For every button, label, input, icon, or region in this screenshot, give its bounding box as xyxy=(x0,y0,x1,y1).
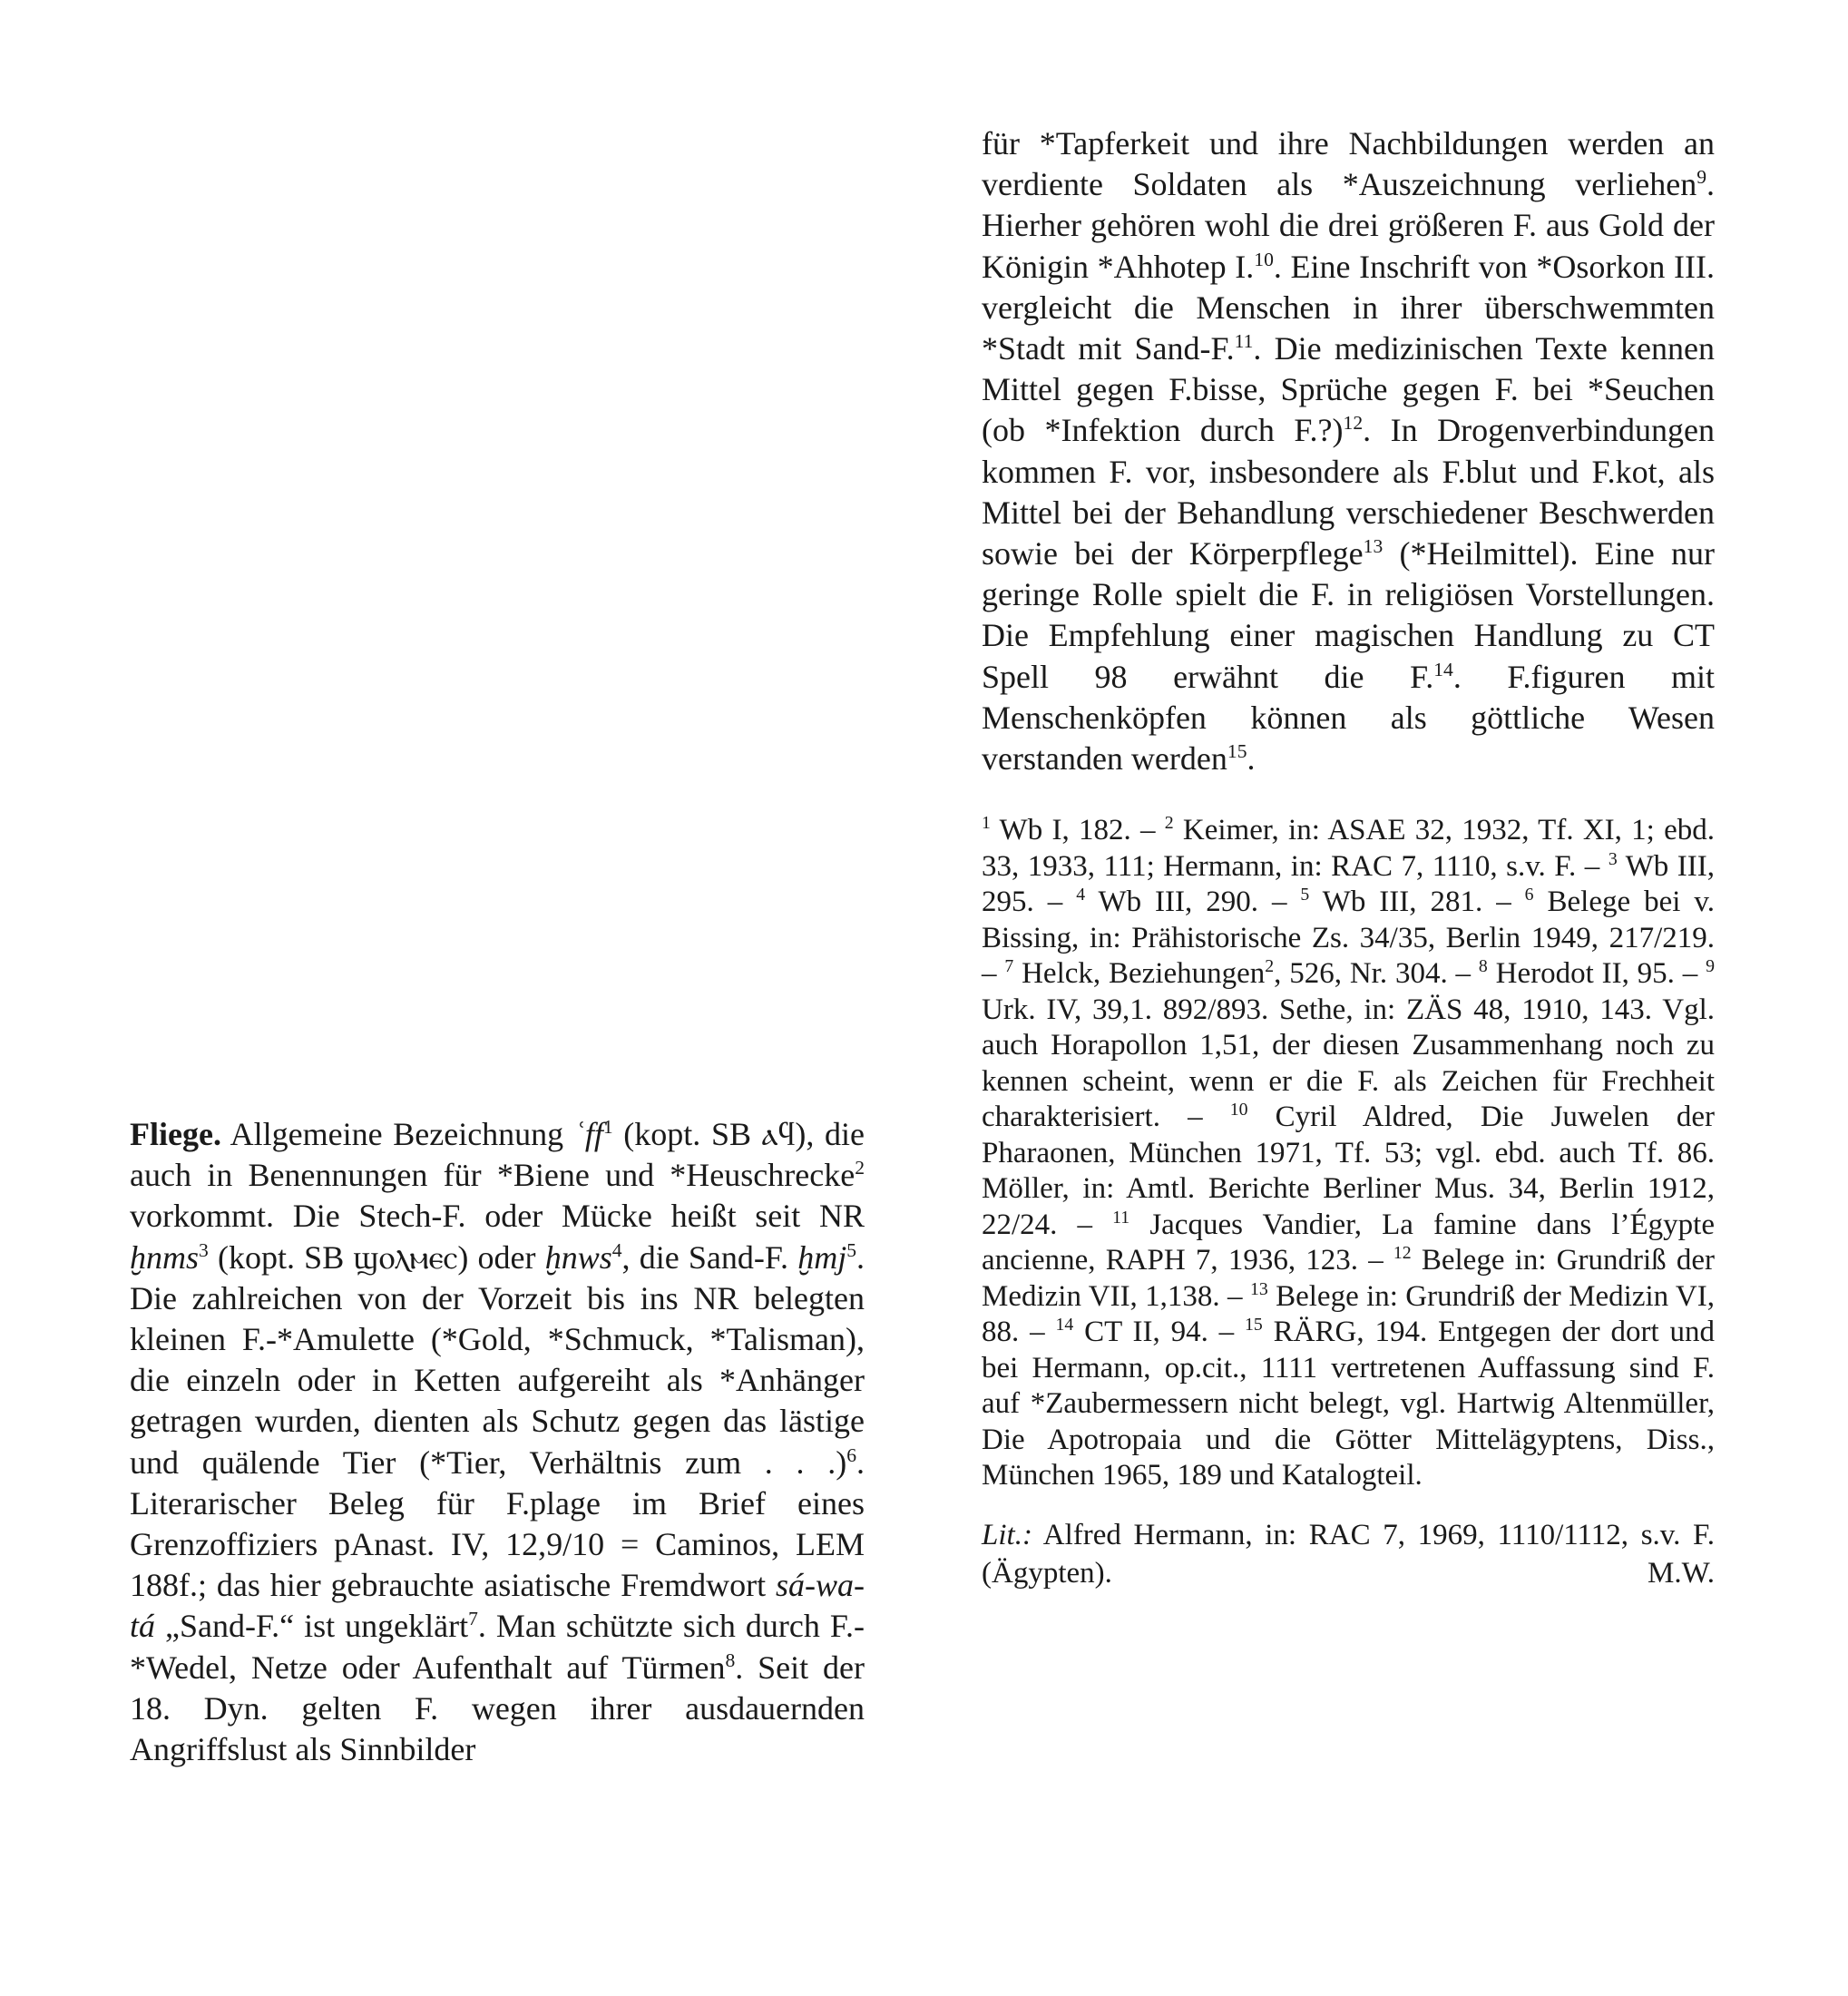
literature-label: Lit.: xyxy=(982,1518,1032,1551)
footnotes: $^1$ Wb I, 182. – $^2$ Keimer, in: ASAE 32, 1932, Tf. XI, 1; ebd. 33, 1933, 111; Hermann, in: RAC 7, 1110, s.v. F. – $^3$ Wb III, 295. – $^4$ Wb III, 290. – $^5$ Wb III, 281. – $^6$ Belege bei v. Bissing, in: Prähistorische Zs. 34/35, Berlin 1949, 217/219. – $^7$ Helck, Beziehungen$^2$, 526, Nr. 304. – $^8$ Herodot II, 95. – $^9$ Urk. IV, 39,1. 892/893. Sethe, in: ZÄS 48, 1910, 143. Vgl. auch Horapollon 1,51, der diesen Zusammenhang noch zu kennen scheint, wenn er die F. als Zeichen für Frechheit charakterisiert. – $^{10}$ Cyril Aldred, Die Juwelen der Pharaonen, München 1971, Tf. 53; vgl. ebd. auch Tf. 86. Möller, in: Amtl. Berichte Berliner Mus. 34, Berlin 1912, 22/24. – $^{11}$ Jacques Vandier, La famine dans l’Égypte ancienne, RAPH 7, 1936, 123. – $^{12}$ Belege in: Grundriß der Medizin VII, 1,138. – $^{13}$ Belege in: Grundriß der Medizin VI, 88. – $^{14}$ CT II, 94. – $^{15}$ RÄRG, 194. Entgegen der dort und bei Hermann, op.cit., 1111 vertretenen Auffassung sind F. auf *Zaubermessern nicht belegt, vgl. Hartwig Altenmüller, Die Apotropaia und die Götter Mittelägyptens, Diss., München 1965, 189 und Katalogteil. xyxy=(982,813,1716,1492)
literature-text: Alfred Hermann, in: RAC 7, 1969, 1110/1112, s.v. F. (Ägypten). xyxy=(982,1518,1716,1590)
entry-lemma: Fliege. xyxy=(130,1116,221,1152)
right-column xyxy=(982,123,1715,1592)
entry-text-left xyxy=(130,1114,865,1770)
literature xyxy=(982,1516,1715,1592)
author-initials: M.W. xyxy=(1648,1556,1715,1590)
left-column xyxy=(130,1114,865,1770)
entry-body-left: Allgemeine Bezeichnung ʿff$^1$ (kopt. SB ⲁϥ), die auch in Benennungen für *Biene und *Heuschrecke$^2$ vorkommt. Die Stech-F. oder Mücke heißt seit NR ḫnms$^3$ (kopt. SB ϣⲟⲗⲙⲉⲥ) oder ḫnws$^4$, die Sand-F. ḫmj$^5$. Die zahlreichen von der Vorzeit bis ins NR belegten kleinen F.-*Amulette (*Gold, *Schmuck, *Talisman), die einzeln oder in Ketten aufgereiht als *Anhänger getragen wurden, dienten als Schutz gegen das lästige und quälende Tier (*Tier, Verhältnis zum . . .)$^6$. Literarischer Beleg für F.plage im Brief eines Grenzoffiziers pAnast. IV, 12,9/10 = Caminos, LEM 188f.; das hier gebrauchte asiatische Fremdwort sá-wa-tá „Sand-F.“ ist ungeklärt$^7$. Man schützte sich durch F.-*Wedel, Netze oder Aufenthalt auf Türmen$^8$. Seit der 18. Dyn. gelten F. wegen ihrer ausdauernden Angriffslust als Sinnbilder xyxy=(130,1116,865,1768)
entry-text-right: für *Tapferkeit und ihre Nachbildungen werden an verdiente Soldaten als *Auszeichnung verliehen$^9$. Hierher gehören wohl die drei größeren F. aus Gold der Königin *Ahhotep I.$^{10}$. Eine Inschrift von *Osorkon III. vergleicht die Menschen in ihrer überschwemmten *Stadt mit Sand-F.$^{11}$. Die medizinischen Texte kennen Mittel gegen F.bisse, Sprüche gegen F. bei *Seuchen (ob *Infektion durch F.?)$^{12}$. In Drogenverbindungen kommen F. vor, insbesondere als F.blut und F.kot, als Mittel bei der Behandlung verschiedener Beschwerden sowie bei der Körperpflege$^{13}$ (*Heilmittel). Eine nur geringe Rolle spielt die F. in religiösen Vorstellungen. Die Empfehlung einer magischen Handlung zu CT Spell 98 erwähnt die F.$^{14}$. F.figuren mit Menschenköpfen können als göttliche Wesen verstanden werden$^{15}$. xyxy=(982,125,1716,778)
